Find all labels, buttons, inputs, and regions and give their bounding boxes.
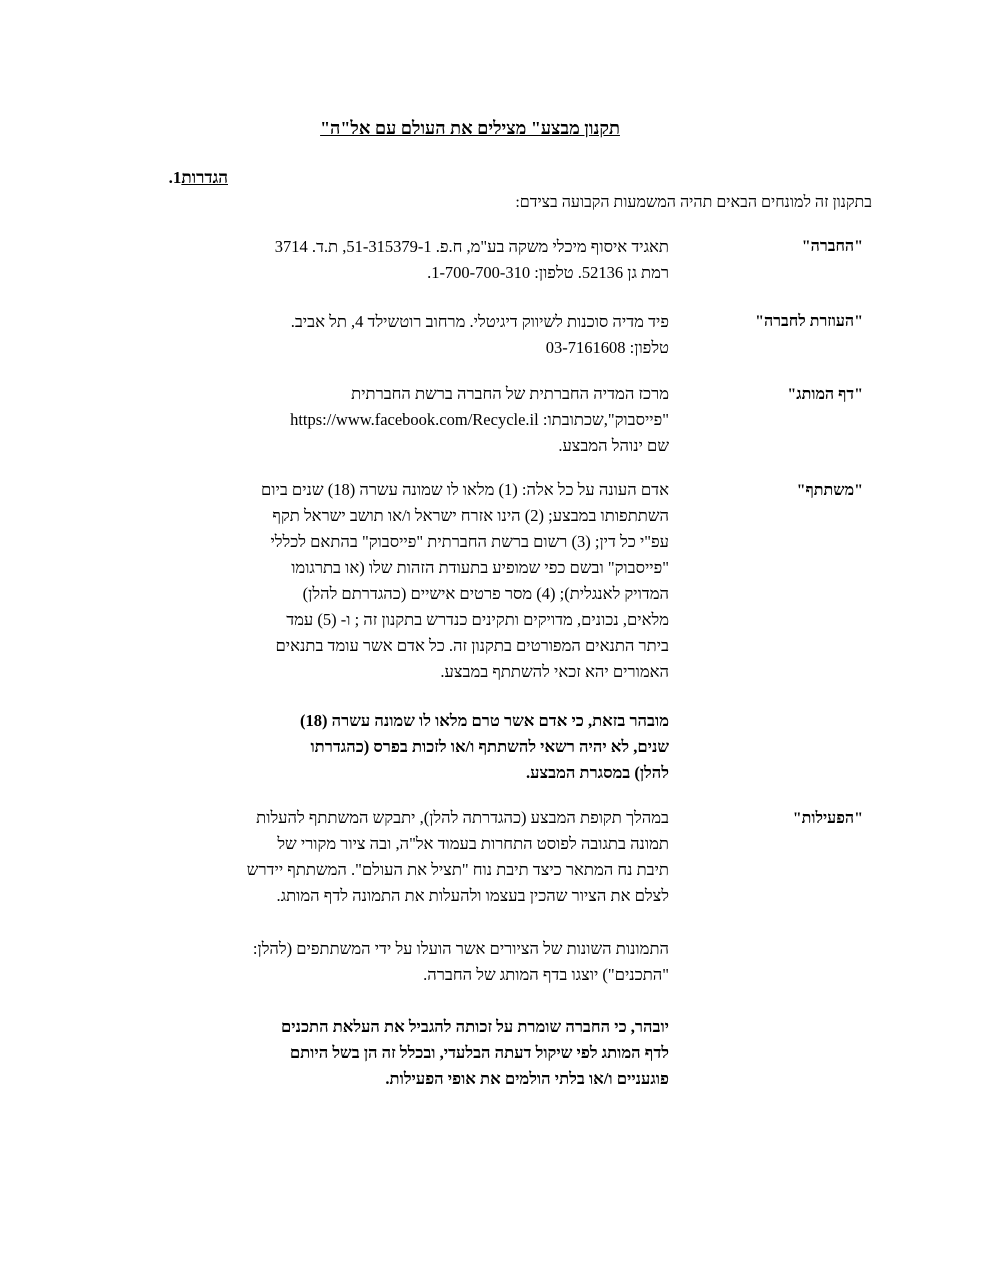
definition-line: תמונה בתגובה לפוסט התחרות בעמוד אל"ה, ובה ציור מקורי של	[277, 834, 669, 853]
term-activity: "הפעילות"	[792, 810, 863, 827]
definition-line: להלן) במסגרת המבצע.	[526, 763, 669, 782]
term-brand-page: "דף המותג"	[787, 386, 863, 403]
definition-line: פיד מדיה סוכנות לשיווק דיגיטלי. מרחוב רוטשילד 4, תל אביב.	[290, 312, 669, 331]
definition-brand-page	[233, 381, 669, 459]
section-heading-text: הגדרות	[181, 168, 228, 187]
definition-line: מובהר בזאת, כי אדם אשר טרם מלאו לו שמונה עשרה (18)	[299, 711, 669, 730]
term-participant: "משתתף"	[796, 482, 863, 499]
definition-line: מרכז המדיה החברתית של החברה ברשת החברתית	[351, 384, 669, 403]
definition-activity	[233, 805, 669, 909]
definition-line: מלאים, נכונים, מדויקים ותקינים כנדרש בתקנון זה ; ו- (5) עמד	[286, 610, 669, 629]
term-company: "החברה"	[801, 238, 863, 255]
definition-line: השתתפותו במבצע; (2) הינו אזרח ישראל ו/או תושב ישראל תקף	[272, 506, 669, 525]
definition-line: המדויק לאנגלית); (4) מסר פרטים אישיים (כהגדרתם להלן)	[302, 584, 669, 603]
definition-line: במהלך תקופת המבצע (כהגדרתה להלן), יתבקש המשתתף להעלות	[256, 808, 669, 827]
age-clarification	[233, 708, 669, 786]
definition-line: ביתר התנאים המפורטים בתקנון זה. כל אדם אשר עומד בתנאים	[275, 636, 669, 655]
definition-participant	[233, 477, 669, 685]
definition-line: טלפון: 03-7161608	[545, 338, 669, 357]
definition-line: עפ"י כל דין; (3) רשום ברשת החברתית "פייסבוק" בהתאם לכללי	[270, 532, 669, 551]
definition-line: התמונות השונות של הציורים אשר הועלו על ידי המשתתפים (להלן:	[252, 939, 669, 958]
definition-line: תאגיד איסוף מיכלי משקה בע"מ, ח.פ. 51-315379-1, ת.ד. 3714	[274, 237, 669, 256]
definition-line: יובהר, כי החברה שומרת על זכותה להגביל את העלאת התכנים	[280, 1017, 669, 1036]
definition-line: האמורים יהא זכאי להשתתף במבצע.	[440, 662, 669, 681]
definition-line: שם ינוהל המבצע.	[558, 436, 669, 455]
page-title: תקנון מבצע" מצילים את העולם עם אל"ה"	[320, 118, 620, 138]
definition-line: פוגעניים ו/או בלתי הולמים את אופי הפעילות.	[385, 1069, 669, 1088]
content-paragraph	[233, 936, 669, 988]
definition-assistant	[233, 309, 669, 361]
section-number: 1.	[168, 168, 182, 187]
definition-line: לדף המותג לפי שיקול דעתה הבלעדי, ובכלל זה הן בשל היותם	[289, 1043, 669, 1062]
definition-line: "התכנים") יוצגו בדף המותג של החברה.	[423, 965, 669, 984]
definition-company	[233, 234, 669, 286]
definition-line: רמת גן 52136. טלפון: 1-700-700-310.	[427, 263, 669, 282]
definition-line: לצלם את הציור שהכין בעצמו ולהעלות את התמונה לדף המותג.	[276, 886, 669, 905]
term-assistant: "העוזרת לחברה"	[755, 313, 863, 330]
intro-text: בתקנון זה למונחים הבאים תהיה המשמעות הקבועה בצידם:	[515, 194, 872, 211]
definition-line: "פייסבוק",שכתובתו: https://www.facebook.com/Recycle.il	[290, 410, 669, 429]
section-heading	[169, 168, 228, 188]
definition-line: שנים, לא יהיה רשאי להשתתף ו/או לזכות בפרס (כהגדרתו	[310, 737, 669, 756]
definition-line: אדם העונה על כל אלה: (1) מלאו לו שמונה עשרה (18) שנים ביום	[260, 480, 669, 499]
definition-line: תיבת נח המתאר כיצד תיבת נוח "תציל את העולם". המשתתף יידרש	[246, 860, 669, 879]
definition-line: "פייסבוק" ובשם כפי שמופיע בתעודת הזהות שלו (או בתרגומו	[291, 558, 669, 577]
content-restriction-clarification	[233, 1014, 669, 1092]
